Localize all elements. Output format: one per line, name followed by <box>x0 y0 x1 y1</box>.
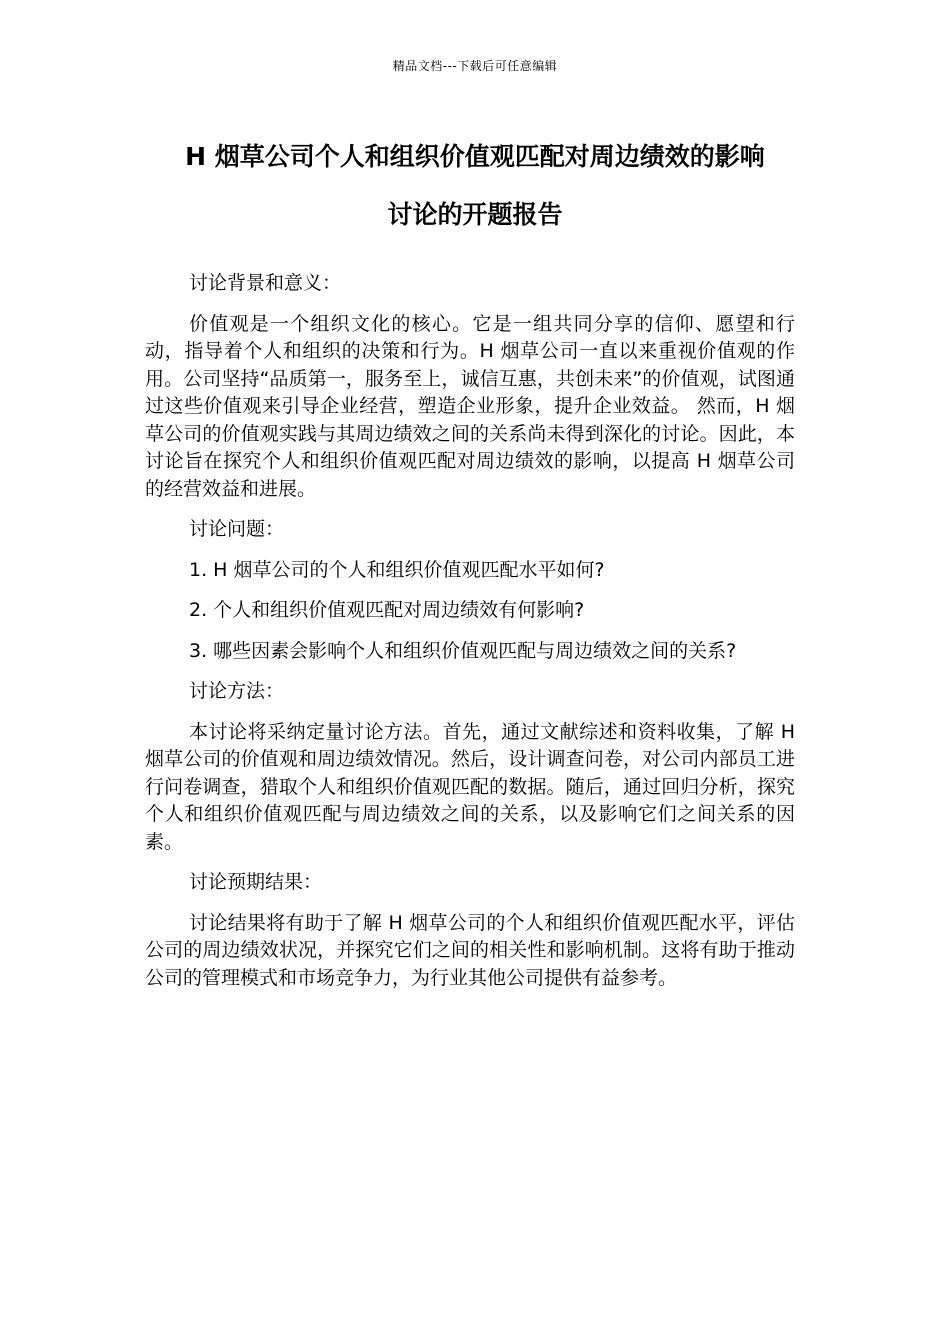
question-item-3: 3. 哪些因素会影响个人和组织价值观匹配与周边绩效之间的关系? <box>189 639 737 662</box>
paragraph-background: 价值观是一个组织文化的核心。它是一组共同分享的信仰、愿望和行动，指导着个人和组织的决策和行为。H 烟草公司一直以来重视价值观的作用。公司坚持“品质第一，服务至上，诚信互惠，共创未来”的价值观，试图通过这些价值观来引导企业经营，塑造企业形象，提升企业效益。 然而，H 烟草公司的价值观实践与其周边绩效之间的关系尚未得到深化的讨论。因此，本讨论旨在探究个人和组织价值观匹配对周边绩效的影响，以提高 H 烟草公司的经营效益和进展。 <box>145 312 795 500</box>
document-title-line-1: H 烟草公司个人和组织价值观匹配对周边绩效的影响 <box>185 142 765 171</box>
document-title-line-2: 讨论的开题报告 <box>387 200 563 229</box>
paragraph-methods: 本讨论将采纳定量讨论方法。首先，通过文献综述和资料收集，了解 H 烟草公司的价值观和周边绩效情况。然后，设计调查问卷，对公司内部员工进行问卷调查，猎取个人和组织价值观匹配的数据。随后，通过回归分析，探究个人和组织价值观匹配与周边绩效之间的关系，以及影响它们之间关系的因素。 <box>145 720 795 853</box>
section-heading-background: 讨论背景和意义： <box>189 272 342 294</box>
page-header: 精品文档---下载后可任意编辑 <box>392 59 558 73</box>
section-heading-methods: 讨论方法： <box>189 680 285 702</box>
document-title <box>120 128 830 244</box>
section-heading-questions: 讨论问题： <box>189 518 285 540</box>
section-heading-expected-results: 讨论预期结果： <box>189 871 323 893</box>
paragraph-expected-results: 讨论结果将有助于了解 H 烟草公司的个人和组织价值观匹配水平，评估公司的周边绩效状况，并探究它们之间的相关性和影响机制。这将有助于推动公司的管理模式和市场竞争力，为行业其他公司提供有益参考。 <box>145 911 795 989</box>
question-item-2: 2. 个人和组织价值观匹配对周边绩效有何影响? <box>189 599 585 621</box>
document-body <box>145 270 795 1005</box>
question-item-1: 1. H 烟草公司的个人和组织价值观匹配水平如何? <box>189 558 605 581</box>
